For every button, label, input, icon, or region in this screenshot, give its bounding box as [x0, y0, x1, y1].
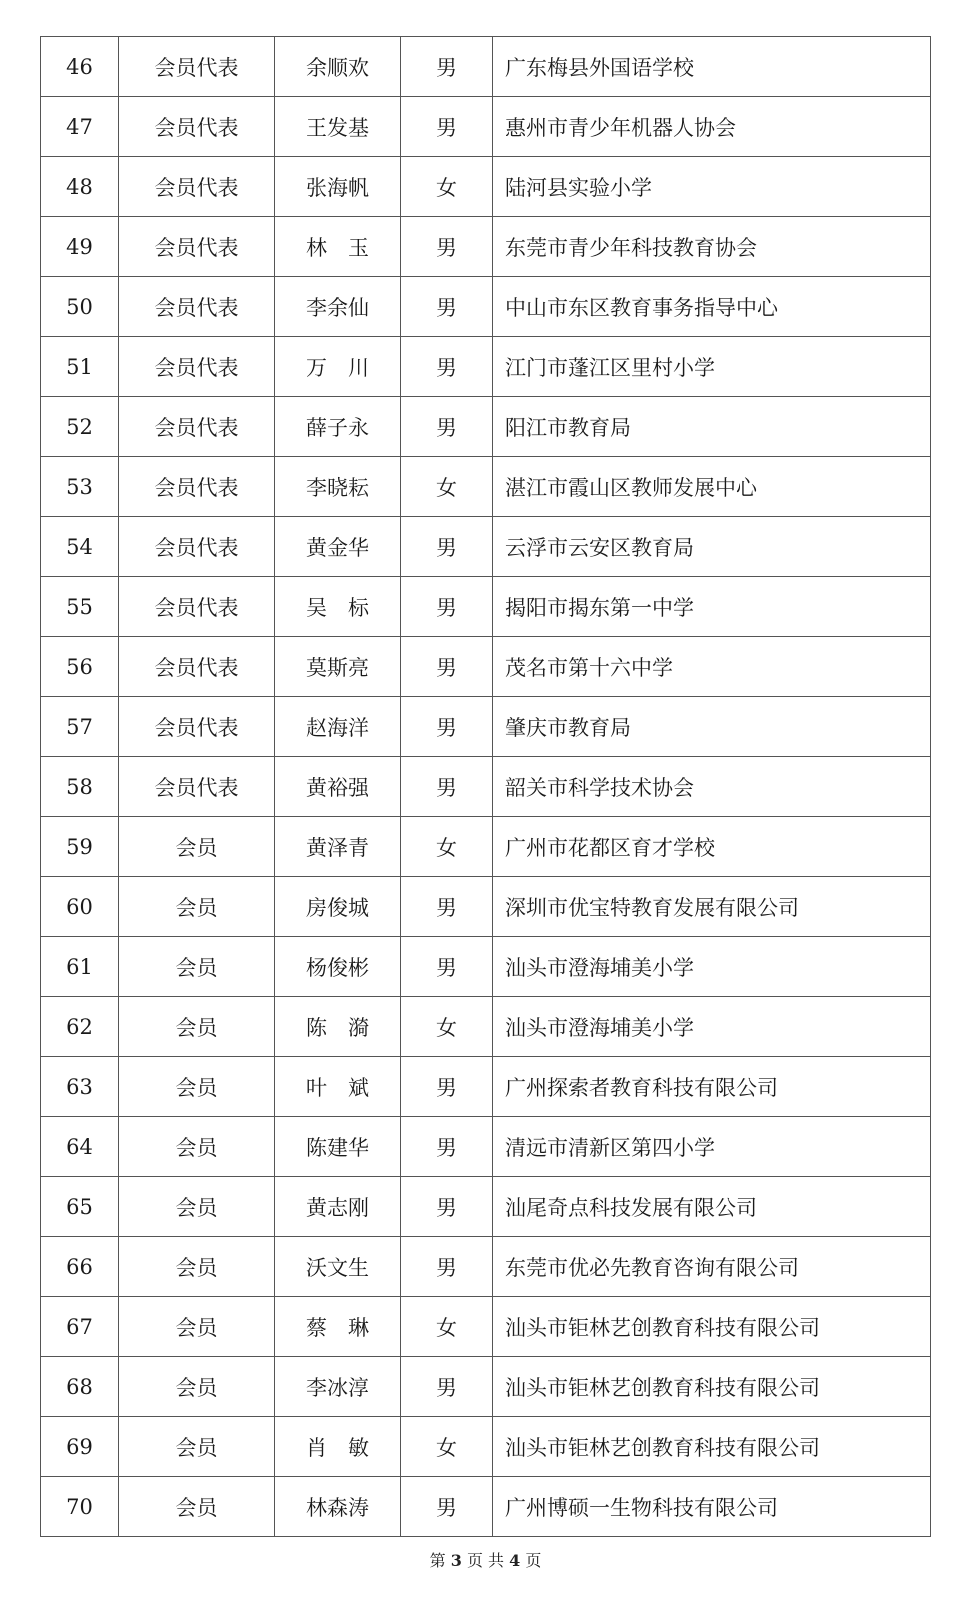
row-number: 67: [41, 1297, 119, 1357]
member-gender: 男: [401, 1117, 493, 1177]
table-row: [41, 937, 931, 997]
member-organization: 汕尾奇点科技发展有限公司: [493, 1177, 931, 1237]
member-name: 房俊城: [275, 877, 401, 937]
member-organization: 茂名市第十六中学: [493, 637, 931, 697]
member-gender: 男: [401, 577, 493, 637]
member-category: 会员代表: [119, 277, 275, 337]
row-number: 68: [41, 1357, 119, 1417]
member-name: 蔡 琳: [275, 1297, 401, 1357]
member-gender: 男: [401, 517, 493, 577]
table-row: [41, 277, 931, 337]
member-organization: 云浮市云安区教育局: [493, 517, 931, 577]
table-row: [41, 157, 931, 217]
member-gender: 男: [401, 1057, 493, 1117]
current-page-number: 3: [450, 1551, 462, 1570]
member-organization: 汕头市钜林艺创教育科技有限公司: [493, 1357, 931, 1417]
table-row: [41, 817, 931, 877]
member-organization: 汕头市钜林艺创教育科技有限公司: [493, 1297, 931, 1357]
member-name: 吴 标: [275, 577, 401, 637]
row-number: 48: [41, 157, 119, 217]
member-organization: 汕头市澄海埔美小学: [493, 997, 931, 1057]
row-number: 60: [41, 877, 119, 937]
row-number: 64: [41, 1117, 119, 1177]
member-organization: 广州博硕一生物科技有限公司: [493, 1477, 931, 1537]
member-organization: 广州探索者教育科技有限公司: [493, 1057, 931, 1117]
member-name: 陈建华: [275, 1117, 401, 1177]
row-number: 63: [41, 1057, 119, 1117]
member-gender: 男: [401, 97, 493, 157]
member-gender: 女: [401, 1297, 493, 1357]
member-category: 会员代表: [119, 457, 275, 517]
table-row: [41, 997, 931, 1057]
member-category: 会员: [119, 1177, 275, 1237]
member-gender: 男: [401, 37, 493, 97]
member-gender: 女: [401, 457, 493, 517]
member-organization: 阳江市教育局: [493, 397, 931, 457]
member-name: 黄金华: [275, 517, 401, 577]
member-gender: 女: [401, 157, 493, 217]
row-number: 61: [41, 937, 119, 997]
table-row: [41, 1477, 931, 1537]
table-row: [41, 397, 931, 457]
row-number: 65: [41, 1177, 119, 1237]
table-row: [41, 1297, 931, 1357]
table-row: [41, 1177, 931, 1237]
row-number: 49: [41, 217, 119, 277]
table-row: [41, 1417, 931, 1477]
member-name: 黄裕强: [275, 757, 401, 817]
member-name: 李余仙: [275, 277, 401, 337]
member-organization: 揭阳市揭东第一中学: [493, 577, 931, 637]
row-number: 46: [41, 37, 119, 97]
member-gender: 男: [401, 217, 493, 277]
member-name: 林 玉: [275, 217, 401, 277]
row-number: 56: [41, 637, 119, 697]
page-footer: [0, 1548, 971, 1571]
table-row: [41, 337, 931, 397]
member-category: 会员: [119, 817, 275, 877]
table-row: [41, 697, 931, 757]
member-organization: 惠州市青少年机器人协会: [493, 97, 931, 157]
member-gender: 男: [401, 637, 493, 697]
row-number: 69: [41, 1417, 119, 1477]
table-row: [41, 637, 931, 697]
table-row: [41, 757, 931, 817]
member-category: 会员: [119, 1297, 275, 1357]
table-row: [41, 1237, 931, 1297]
member-name: 薛子永: [275, 397, 401, 457]
table-row: [41, 1357, 931, 1417]
member-category: 会员: [119, 1117, 275, 1177]
row-number: 54: [41, 517, 119, 577]
member-name: 黄泽青: [275, 817, 401, 877]
member-gender: 男: [401, 697, 493, 757]
member-organization: 韶关市科学技术协会: [493, 757, 931, 817]
member-gender: 女: [401, 997, 493, 1057]
member-category: 会员: [119, 997, 275, 1057]
member-name: 叶 斌: [275, 1057, 401, 1117]
member-organization: 东莞市青少年科技教育协会: [493, 217, 931, 277]
row-number: 59: [41, 817, 119, 877]
table-row: [41, 517, 931, 577]
member-category: 会员代表: [119, 577, 275, 637]
member-category: 会员代表: [119, 397, 275, 457]
member-gender: 男: [401, 1357, 493, 1417]
member-gender: 男: [401, 1177, 493, 1237]
member-name: 杨俊彬: [275, 937, 401, 997]
member-category: 会员代表: [119, 757, 275, 817]
table-row: [41, 877, 931, 937]
row-number: 57: [41, 697, 119, 757]
member-category: 会员代表: [119, 217, 275, 277]
table-row: [41, 1117, 931, 1177]
member-organization: 汕头市澄海埔美小学: [493, 937, 931, 997]
member-category: 会员: [119, 1057, 275, 1117]
row-number: 50: [41, 277, 119, 337]
row-number: 51: [41, 337, 119, 397]
member-table-body: [41, 37, 931, 1537]
row-number: 55: [41, 577, 119, 637]
member-category: 会员代表: [119, 637, 275, 697]
member-name: 沃文生: [275, 1237, 401, 1297]
member-category: 会员: [119, 877, 275, 937]
member-table: [40, 36, 931, 1537]
member-name: 李冰淳: [275, 1357, 401, 1417]
member-category: 会员: [119, 937, 275, 997]
footer-mid: 页 共: [466, 1551, 505, 1570]
member-name: 莫斯亮: [275, 637, 401, 697]
total-page-count: 4: [509, 1551, 521, 1570]
member-category: 会员: [119, 1237, 275, 1297]
member-name: 余顺欢: [275, 37, 401, 97]
footer-suffix: 页: [525, 1551, 542, 1570]
member-category: 会员: [119, 1357, 275, 1417]
member-category: 会员: [119, 1477, 275, 1537]
table-row: [41, 217, 931, 277]
row-number: 53: [41, 457, 119, 517]
table-row: [41, 37, 931, 97]
member-organization: 肇庆市教育局: [493, 697, 931, 757]
member-organization: 汕头市钜林艺创教育科技有限公司: [493, 1417, 931, 1477]
row-number: 70: [41, 1477, 119, 1537]
member-organization: 广东梅县外国语学校: [493, 37, 931, 97]
member-category: 会员代表: [119, 517, 275, 577]
member-organization: 深圳市优宝特教育发展有限公司: [493, 877, 931, 937]
member-name: 赵海洋: [275, 697, 401, 757]
member-category: 会员: [119, 1417, 275, 1477]
member-name: 黄志刚: [275, 1177, 401, 1237]
member-gender: 男: [401, 1237, 493, 1297]
member-name: 张海帆: [275, 157, 401, 217]
row-number: 47: [41, 97, 119, 157]
member-gender: 男: [401, 397, 493, 457]
member-gender: 男: [401, 277, 493, 337]
row-number: 58: [41, 757, 119, 817]
table-row: [41, 577, 931, 637]
table-row: [41, 1057, 931, 1117]
row-number: 52: [41, 397, 119, 457]
member-organization: 陆河县实验小学: [493, 157, 931, 217]
member-organization: 广州市花都区育才学校: [493, 817, 931, 877]
member-category: 会员代表: [119, 97, 275, 157]
table-row: [41, 97, 931, 157]
table-row: [41, 457, 931, 517]
member-name: 王发基: [275, 97, 401, 157]
member-name: 万 川: [275, 337, 401, 397]
member-gender: 男: [401, 937, 493, 997]
member-organization: 清远市清新区第四小学: [493, 1117, 931, 1177]
member-gender: 女: [401, 1417, 493, 1477]
member-category: 会员代表: [119, 37, 275, 97]
member-name: 陈 漪: [275, 997, 401, 1057]
member-category: 会员代表: [119, 157, 275, 217]
member-organization: 中山市东区教育事务指导中心: [493, 277, 931, 337]
member-category: 会员代表: [119, 697, 275, 757]
row-number: 66: [41, 1237, 119, 1297]
footer-prefix: 第: [429, 1551, 446, 1570]
member-gender: 男: [401, 1477, 493, 1537]
member-gender: 男: [401, 337, 493, 397]
row-number: 62: [41, 997, 119, 1057]
member-name: 李晓耘: [275, 457, 401, 517]
member-organization: 湛江市霞山区教师发展中心: [493, 457, 931, 517]
member-gender: 男: [401, 877, 493, 937]
member-gender: 女: [401, 817, 493, 877]
member-name: 林森涛: [275, 1477, 401, 1537]
member-organization: 东莞市优必先教育咨询有限公司: [493, 1237, 931, 1297]
member-gender: 男: [401, 757, 493, 817]
member-category: 会员代表: [119, 337, 275, 397]
member-name: 肖 敏: [275, 1417, 401, 1477]
member-organization: 江门市蓬江区里村小学: [493, 337, 931, 397]
